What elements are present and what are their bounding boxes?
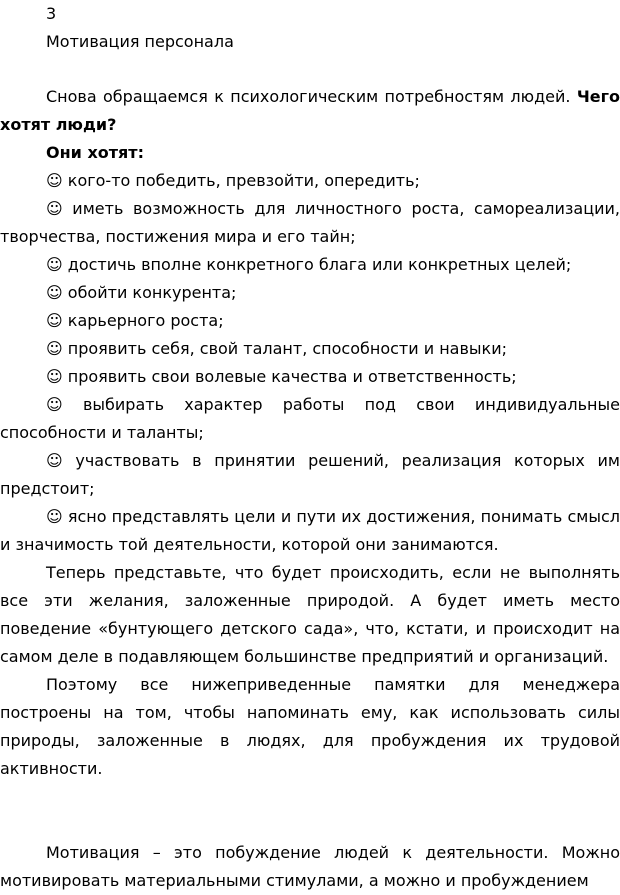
smiley-icon: ☺ — [46, 255, 63, 274]
smiley-icon: ☺ — [46, 283, 63, 302]
body-paragraph: Поэтому все нижеприведенные памятки для менеджера построены на том, чтобы напоминать ему, как использовать силы природы, заложенные в людях, для пробуждения их трудовой активности. — [0, 675, 620, 778]
paragraph-spacer — [0, 783, 620, 839]
list-item-text: иметь возможность для личностного роста, самореализации, творчества, постижения мира и его тайн; — [0, 199, 620, 246]
smiley-icon: ☺ — [46, 199, 63, 218]
section-title: Мотивация персонала — [46, 32, 234, 51]
smiley-icon: ☺ — [46, 311, 63, 330]
list-item-text: участвовать в принятии решений, реализация которых им предстоит; — [0, 451, 620, 498]
list-item — [0, 167, 620, 195]
smiley-icon: ☺ — [46, 395, 63, 414]
wants-heading — [0, 139, 620, 167]
list-item-text: обойти конкурента; — [62, 283, 237, 302]
intro-paragraph — [0, 83, 620, 139]
page-header — [46, 0, 446, 56]
smiley-icon: ☺ — [46, 171, 63, 190]
list-item-text: карьерного роста; — [62, 311, 224, 330]
list-item-text: ясно представлять цели и пути их достижения, понимать смысл и значимость той деятельности, которой они занимаются. — [0, 507, 620, 554]
list-item — [0, 503, 620, 559]
list-item — [0, 391, 620, 447]
page-number: 3 — [46, 4, 57, 23]
motivation-paragraph: Мотивация – это побуждение людей к деятельности. Можно мотивировать материальными стимулами, а можно и пробуждением — [0, 843, 620, 890]
wants-heading-text: Они хотят: — [46, 143, 144, 162]
list-item — [0, 195, 620, 251]
list-item — [0, 447, 620, 503]
intro-question: Чего хотят люди? — [0, 87, 620, 134]
document-body — [0, 83, 620, 895]
list-item — [0, 251, 620, 279]
intro-text: Снова обращаемся к психологическим потребностям людей. — [46, 87, 577, 106]
list-item-text: проявить свои волевые качества и ответственность; — [62, 367, 517, 386]
list-item-text: выбирать характер работы под свои индивидуальные способности и таланты; — [0, 395, 620, 442]
list-item-text: проявить себя, свой талант, способности и навыки; — [62, 339, 507, 358]
smiley-icon: ☺ — [46, 339, 63, 358]
smiley-icon: ☺ — [46, 367, 63, 386]
smiley-icon: ☺ — [46, 451, 63, 470]
list-item — [0, 279, 620, 307]
list-item — [0, 307, 620, 335]
smiley-icon: ☺ — [46, 507, 63, 526]
list-item — [0, 335, 620, 363]
list-item-text: достичь вполне конкретного блага или конкретных целей; — [62, 255, 572, 274]
body-paragraph: Теперь представьте, что будет происходить, если не выполнять все эти желания, заложенные природой. А будет иметь место поведение «бунтующего детского сада», что, кстати, и происходит на самом деле в подавляющем большинстве предприятий и организаций. — [0, 563, 620, 666]
list-item — [0, 363, 620, 391]
list-item-text: кого-то победить, превзойти, опередить; — [62, 171, 420, 190]
